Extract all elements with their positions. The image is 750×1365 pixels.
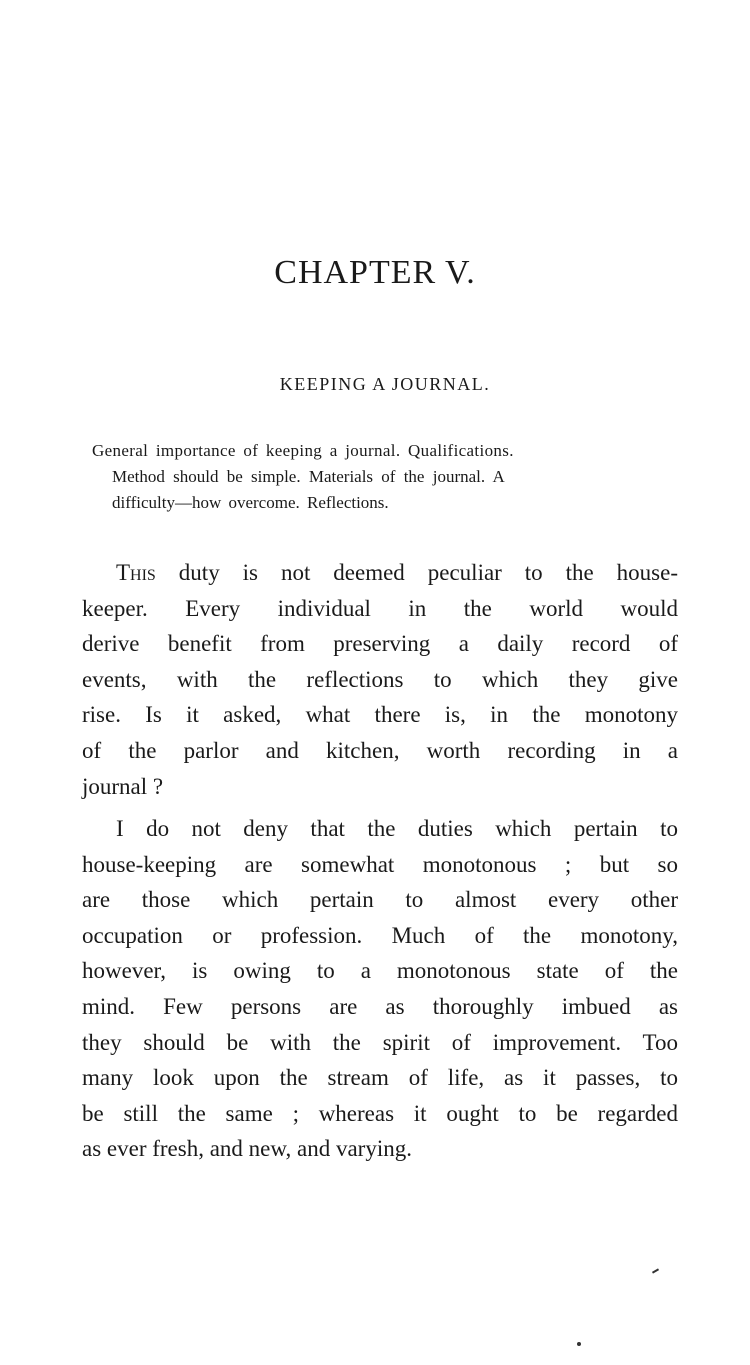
- paragraph-2: [82, 811, 678, 1167]
- paragraph-line: they should be with the spirit of improvement. Too: [82, 1029, 678, 1055]
- paragraph-opening-word: This: [116, 560, 156, 585]
- paragraph-line: journal ?: [82, 773, 164, 799]
- paragraph-line: mind. Few persons are as thoroughly imbued as: [82, 993, 678, 1019]
- paragraph-line: house-keeping are somewhat monotonous ; but so: [82, 851, 678, 877]
- paragraph-line: as ever fresh, and new, and varying.: [82, 1136, 412, 1162]
- ink-speck: [577, 1342, 581, 1346]
- summary-line: General importance of keeping a journal. Qualifications.: [92, 441, 514, 460]
- paragraph-line: rise. Is it asked, what there is, in the monotony: [82, 702, 678, 728]
- paragraph-line: keeper. Every individual in the world would: [82, 595, 678, 621]
- summary-line: difficulty—how overcome. Reflections.: [112, 493, 389, 512]
- paragraph-line: are those which pertain to almost every other: [82, 887, 678, 913]
- paragraph-line: derive benefit from preserving a daily record of: [82, 631, 678, 657]
- paragraph-line: I do not deny that the duties which pertain to: [116, 816, 678, 841]
- paragraph-line: many look upon the stream of life, as it passes, to: [82, 1065, 678, 1091]
- ink-speck: [652, 1268, 659, 1273]
- paragraph-line: [82, 555, 678, 591]
- paragraph-line: be still the same ; whereas it ought to be regarded: [82, 1100, 678, 1126]
- summary-line: Method should be simple. Materials of the journal. A: [112, 467, 505, 486]
- paragraph-line-text: duty is not deemed peculiar to the house-: [155, 560, 678, 585]
- section-heading: KEEPING A JOURNAL.: [279, 374, 491, 394]
- chapter-summary: [92, 438, 682, 516]
- paragraph-line: occupation or profession. Much of the monotony,: [82, 922, 678, 948]
- paragraph-line: however, is owing to a monotonous state of the: [82, 958, 678, 984]
- paragraph-line: events, with the reflections to which they give: [82, 666, 678, 692]
- paragraph-line: of the parlor and kitchen, worth recording in a: [82, 737, 678, 763]
- paragraph-1: [82, 555, 678, 804]
- chapter-title: CHAPTER V.: [274, 254, 476, 291]
